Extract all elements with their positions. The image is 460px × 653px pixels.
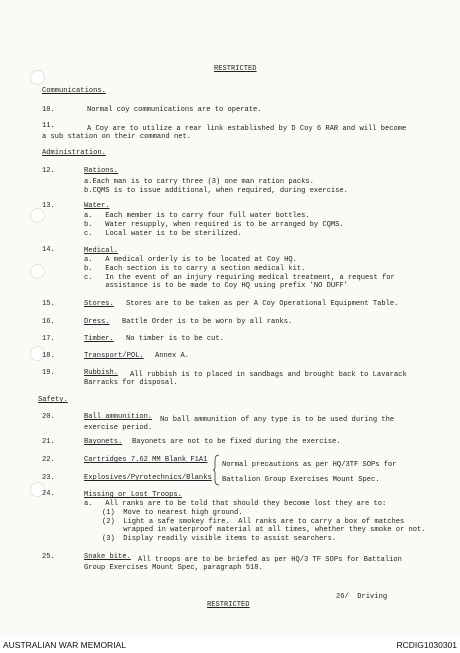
section-heading-safety: Safety. <box>38 396 68 404</box>
para-title: Cartridges 7.62 MM Blank F1A1 <box>84 456 208 464</box>
para-title: Transport/POL. <box>84 352 144 360</box>
para-text: A Coy are to utilize a rear link established by D Coy 6 RAR and will become <box>87 125 407 133</box>
para-title: Water. <box>84 202 110 210</box>
para-title: Ball ammunition. <box>84 413 153 421</box>
para-title: Rations. <box>84 167 119 175</box>
para-text: No ball ammunition of any type is to be used during the <box>160 416 395 424</box>
para-number: 25. <box>42 553 55 561</box>
para-number: 24. <box>42 490 55 498</box>
para-item: assistance is to be made to Coy HQ using prefix 'NO DUFF' <box>84 282 348 290</box>
para-number: 20. <box>42 413 55 421</box>
para-text: exercise period. <box>84 424 153 432</box>
para-subitem: (3) Display readily visible items to assist searchers. <box>102 535 337 543</box>
para-title: Dress. <box>84 318 110 326</box>
para-number: 18. <box>42 352 55 360</box>
para-title: Stores. <box>84 300 114 308</box>
para-number: 23. <box>42 474 55 482</box>
para-item: c. Local water is to be sterilized. <box>84 230 242 238</box>
para-item: a.Each man is to carry three (3) one man ration packs. <box>84 178 314 186</box>
para-item: b.CQMS is to issue additional, when required, during exercise. <box>84 187 348 195</box>
para-item: a. A medical orderly is to be located at Coy HQ. <box>84 256 297 264</box>
para-number: 14. <box>42 246 55 254</box>
para-text: All rubbish is to placed in sandbags and brought back to Lavarack <box>130 371 407 379</box>
para-title: Rubbish. <box>84 369 119 377</box>
para-title: Timber. <box>84 335 114 343</box>
section-heading-communications: Communications. <box>42 87 106 95</box>
para-title: Missing or Lost Troops. <box>84 491 182 499</box>
para-text: Normal precautions as per HQ/3TF SOPs for <box>222 461 397 469</box>
archive-footer <box>0 637 460 653</box>
punch-hole <box>30 70 45 85</box>
section-heading-administration: Administration. <box>42 149 106 157</box>
classification-footer: RESTRICTED <box>207 601 250 609</box>
para-text: Group Exercises Mount Spec, paragraph 518. <box>84 564 263 572</box>
grouping-brace <box>213 454 221 486</box>
punch-hole <box>30 264 45 279</box>
para-number: 19. <box>42 369 55 377</box>
para-item: a. All ranks are to be told that should they become lost they are to: <box>84 500 387 508</box>
para-subitem: wrapped in waterproof material at all times, whether they smoke or not. <box>102 526 426 534</box>
para-text: Battalion Group Exercises Mount Spec. <box>222 476 380 484</box>
para-item: a. Each member is to carry four full water bottles. <box>84 212 310 220</box>
para-number: 12. <box>42 167 55 175</box>
para-title: Snake bite. <box>84 553 131 561</box>
para-text: Barracks for disposal. <box>84 379 178 387</box>
para-number: 10. <box>42 106 55 114</box>
para-text: Bayonets are not to be fixed during the exercise. <box>132 438 341 446</box>
para-text: a sub station on their command net. <box>42 133 191 141</box>
para-text: Battle Order is to be worn by all ranks. <box>122 318 293 326</box>
para-subitem: (2) Light a safe smokey fire. All ranks are to carry a box of matches <box>102 518 405 526</box>
para-number: 17. <box>42 335 55 343</box>
para-text: All troops are to be briefed as per HQ/3 TF SOPs for Battalion <box>138 556 402 564</box>
continuation-note: 26/ Driving <box>336 593 388 601</box>
para-number: 15. <box>42 300 55 308</box>
para-number: 21. <box>42 438 55 446</box>
para-title: Medical. <box>84 247 119 255</box>
para-number: 22. <box>42 456 55 464</box>
para-title: Bayonets. <box>84 438 123 446</box>
para-number: 13. <box>42 202 55 210</box>
para-item: b. Water resupply, when required is to be arranged by CQMS. <box>84 221 344 229</box>
para-text: Annex A. <box>155 352 190 360</box>
para-item: c. In the event of an injury requiring medical treatment, a request for <box>84 274 395 282</box>
para-text: No timber is to be cut. <box>126 335 224 343</box>
para-number: 11. <box>42 122 55 130</box>
para-subitem: (1) Move to nearest high ground. <box>102 509 243 517</box>
para-text: Normal coy communications are to operate. <box>87 106 262 114</box>
para-text: Stores are to be taken as per A Coy Operational Equipment Table. <box>126 300 399 308</box>
para-item: b. Each section is to carry a section medical kit. <box>84 265 306 273</box>
archive-reference: RCDIG1030301 <box>396 640 457 650</box>
archive-name: AUSTRALIAN WAR MEMORIAL <box>3 640 126 650</box>
classification-header: RESTRICTED <box>214 65 257 73</box>
para-number: 16. <box>42 318 55 326</box>
para-title: Explosives/Pyrotechnics/Blanks <box>84 474 212 482</box>
